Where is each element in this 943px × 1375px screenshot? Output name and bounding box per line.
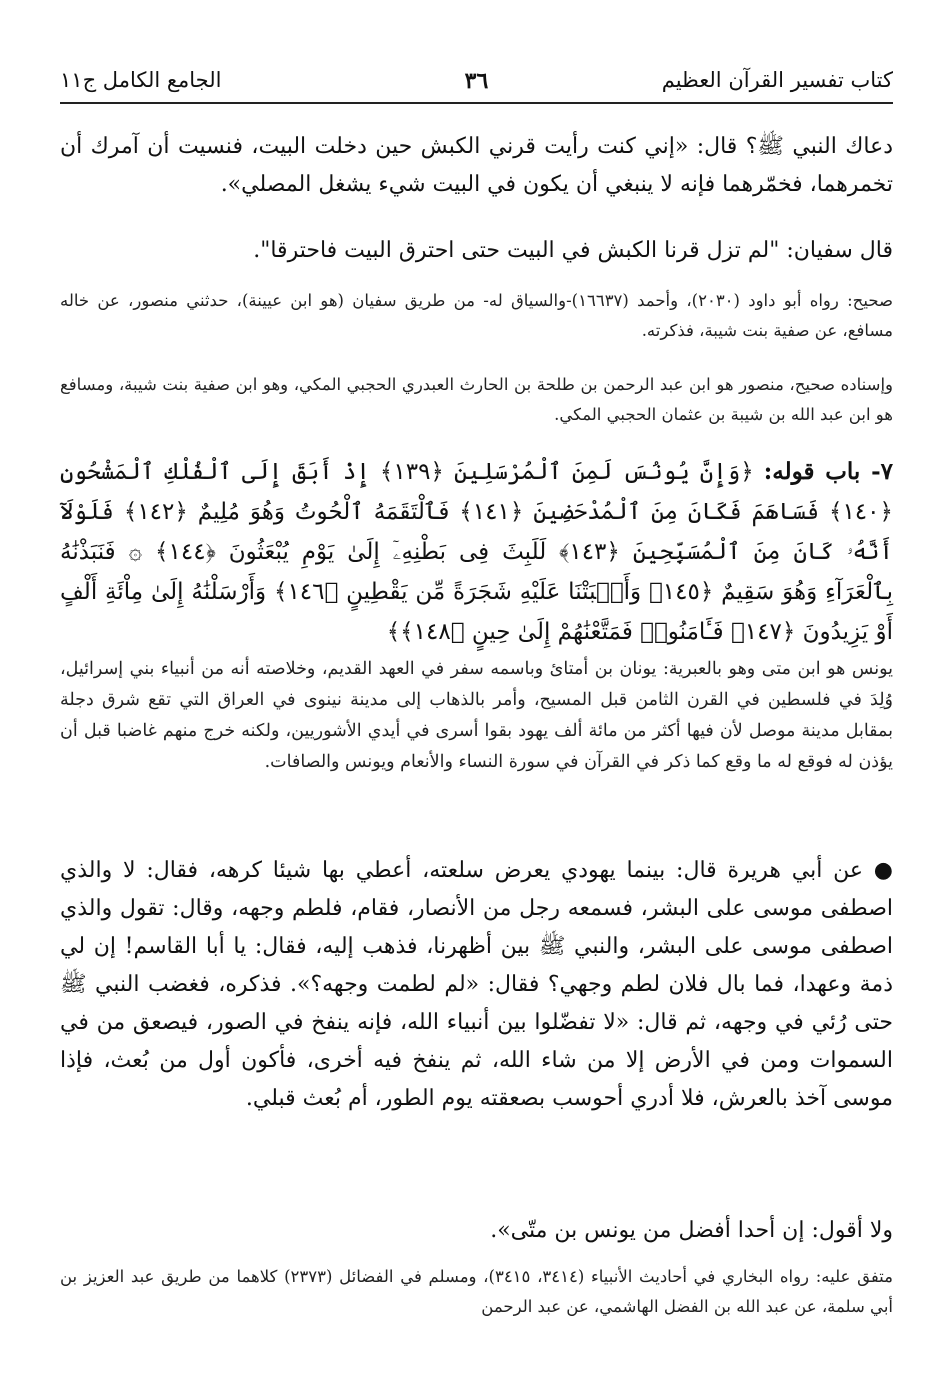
book-title: كتاب تفسير القرآن العظيم: [661, 68, 893, 92]
paragraph: قال سفيان: "لم تزل قرنا الكبش في البيت حتى احترق البيت فاحترقا".: [253, 238, 893, 263]
paragraph: وإسناده صحيح، منصور هو ابن عبد الرحمن بن طلحة بن الحارث العبدري الحجبي المكي، وهو ابن صفية بنت شيبة، ومسافع هو ابن عبد الله بن شيبة بن عثمان الحجبي المكي.: [60, 375, 893, 424]
collection-title: الجامع الكامل ج١١: [60, 68, 222, 92]
takhrij-note-2: [60, 1262, 893, 1322]
sufyan-quote: [60, 232, 893, 270]
paragraph: متفق عليه: رواه البخاري في أحاديث الأنبياء (٣٤١٤، ٣٤١٥)، ومسلم في الفضائل (٢٣٧٣) كلاهما من طريق عبد العزيز بن أبي سلمة، عن عبد الله بن الفضل الهاشمي، عن عبد الرحمن: [60, 1267, 893, 1316]
page-number: ٣٦: [464, 68, 489, 94]
hadith-ending: [60, 1212, 893, 1250]
paragraph: يونس هو ابن متى وهو بالعبرية: يونان بن أمتاىٔ وباسمه سفر في العهد القديم، وخلاصته أنه من أنبياء بني إسرائيل، وُلِدَ في فلسطين في القرن الثامن قبل المسيح، وأمر بالذهاب إلى مدينة نينوى في العراق التي تقع شرق دجلة بمقابل مدينة موصل لأن فيها أكثر من مائة ألف يهود بقوا أسرى في أيدي الأشوريين، ولكنه خرج منهم غاضبا قبل أن يؤذن له فوقع له ما وقع كما ذكر في القرآن في سورة النساء والأنعام ويونس والصافات.: [60, 659, 893, 772]
isnad-note: [60, 370, 893, 430]
takhrij-note: [60, 286, 893, 346]
running-header: [60, 62, 893, 104]
paragraph: ولا أقول: إن أحدا أفضل من يونس بن متّى».: [490, 1218, 893, 1243]
chapter-label: ٧- باب قوله:: [763, 458, 893, 485]
hadith-text: [60, 128, 893, 204]
quran-verses: ﴿وَإِنَّ يُونُسَ لَمِنَ ٱلْمُرْسَلِينَ ﴿١٣٩﴾ إِذْ أَبَقَ إِلَى ٱلْفُلْكِ ٱلْمَشْحُونِ ﴿١٤٠﴾ فَسَاهَمَ فَكَانَ مِنَ ٱلْمُدْحَضِينَ ﴿١٤١﴾ فَٱلْتَقَمَهُ ٱلْحُوتُ وَهُوَ مُلِيمٌ ﴿١٤٢﴾ فَلَوْلَآ أَنَّهُۥ كَانَ مِنَ ٱلْمُسَبِّحِينَ ﴿١٤٣﴾ لَلَبِثَ فِى بَطْنِهِۦٓ إِلَىٰ يَوْمِ يُبْعَثُونَ ﴿١٤٤﴾ ۞ فَنَبَذْنَٰهُ بِٱلْعَرَآءِ وَهُوَ سَقِيمٌ ﴿١٤٥﴾ وَأَنۢبَتْنَا عَلَيْهِ شَجَرَةً مِّن يَقْطِينٍ ﴿١٤٦﴾ وَأَرْسَلْنَٰهُ إِلَىٰ مِاْئَةِ أَلْفٍ أَوْ يَزِيدُونَ ﴿١٤٧﴾ فَـَٔامَنُوا۟ فَمَتَّعْنَٰهُمْ إِلَىٰ حِينٍ ﴿١٤٨﴾﴾: [60, 459, 893, 645]
chapter-heading: [60, 452, 893, 652]
commentary: [60, 654, 893, 778]
paragraph: صحيح: رواه أبو داود (٢٠٣٠)، وأحمد (١٦٦٣٧)-والسياق له- من طريق سفيان (هو ابن عيينة)، حدثني منصور، عن خاله مسافع، عن صفية بنت شيبة، فذكرته.: [60, 291, 893, 340]
hadith-abu-hurayra: [60, 852, 893, 1118]
paragraph: دعاك النبي ﷺ؟ قال: «إني كنت رأيت قرني الكبش حين دخلت البيت، فنسيت أن آمرك أن تخمرهما، فخمّرهما فإنه لا ينبغي أن يكون في البيت شيء يشغل المصلي».: [60, 134, 893, 197]
paragraph: ● عن أبي هريرة قال: بينما يهودي يعرض سلعته، أعطي بها شيئا كرهه، فقال: لا والذي اصطفى موسى على البشر، فسمعه رجل من الأنصار، فقام، فلطم وجهه، وقال: تقول والذي اصطفى موسى على البشر، والنبي ﷺ بين أظهرنا، فذهب إليه، فقال: يا أبا القاسم! إن لي ذمة وعهدا، فما بال فلان لطم وجهي؟ فقال: «لم لطمت وجهه؟». فذكره، فغضب النبي ﷺ حتى رُئي في وجهه، ثم قال: «لا تفضّلوا بين أنبياء الله، فإنه ينفخ في الصور، فيصعق من في السموات ومن في الأرض إلا من شاء الله، ثم ينفخ فيه أخرى، فأكون أول من بُعث، فإذا موسى آخذ بالعرش، فلا أدري أحوسب بصعقته يوم الطور، أم بُعث قبلي.: [60, 858, 894, 1111]
